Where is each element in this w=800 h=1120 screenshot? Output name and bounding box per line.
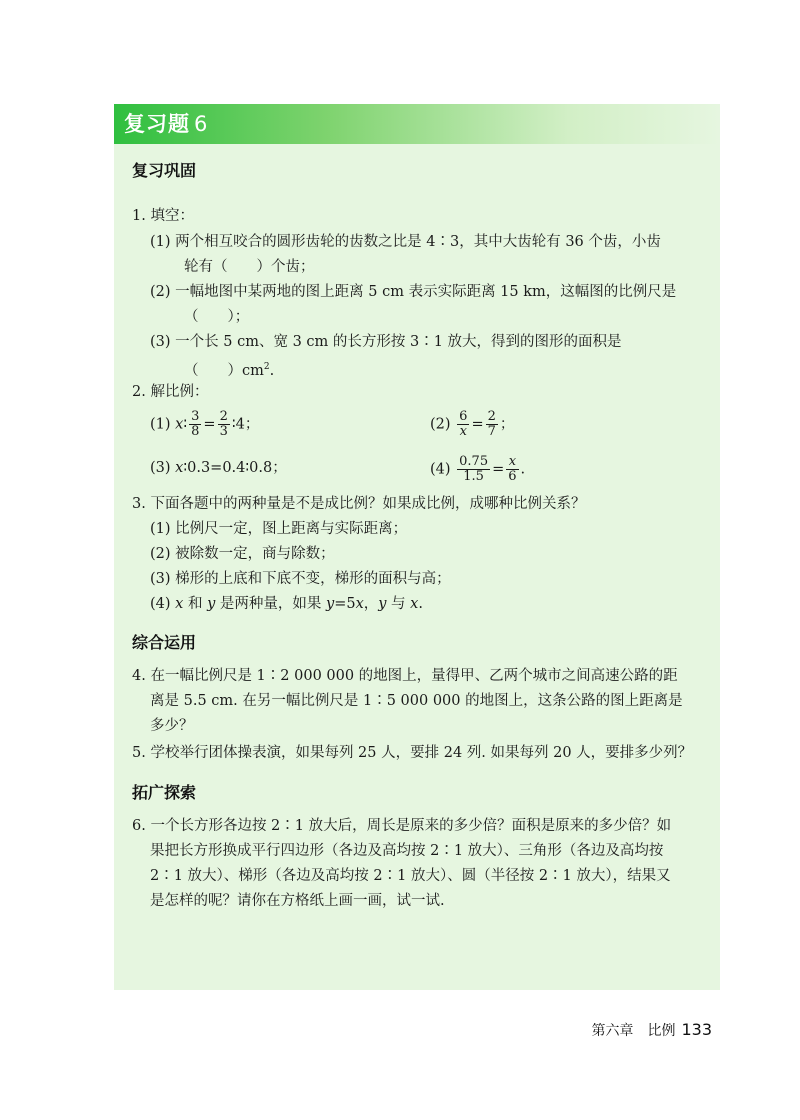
numerator: 3 — [191, 409, 200, 424]
variable-y: y — [207, 596, 216, 612]
proportion-3 — [150, 458, 287, 478]
question-6-line-3: 2∶1 放大）、梯形（各边及高均按 2∶1 放大）、圆（半径按 2∶1 放大），结果又 — [150, 868, 671, 884]
proportion-4-tail: . — [520, 461, 526, 478]
text-segment: ， — [363, 596, 379, 612]
variable-x: x — [175, 460, 184, 476]
question-3-part-4 — [150, 594, 423, 614]
question-3-part-1: (1) 比例尺一定，图上距离与实际距离； — [150, 521, 408, 537]
question-1-part-2-line-2: （ ）； — [184, 309, 250, 325]
equals-sign: = — [471, 416, 484, 433]
denominator: 6 — [508, 469, 517, 484]
text-segment: . — [418, 596, 423, 612]
equals-sign: = — [492, 461, 505, 478]
proportion-3-label: (3) — [150, 460, 171, 476]
variable-y: y — [325, 596, 335, 612]
ratio-sign: ∶ — [183, 416, 188, 433]
question-2-head: 2. 解比例： — [132, 384, 209, 400]
question-1-part-3-line-2 — [184, 357, 274, 381]
text-segment: (4) — [150, 596, 176, 612]
proportion-1 — [150, 410, 259, 439]
variable-x: x — [175, 416, 184, 433]
fraction — [457, 455, 490, 484]
proportion-1-tail: ∶4； — [231, 416, 260, 433]
text-segment: 与 — [386, 596, 411, 612]
question-1-head: 1. 填空： — [132, 208, 194, 224]
proportion-1-label: (1) — [150, 416, 171, 433]
question-4-line-1: 4. 在一幅比例尺是 1∶2 000 000 的地图上，量得甲、乙两个城市之间高速公路的距 — [132, 668, 678, 684]
fraction — [189, 410, 201, 439]
title-text: 复习题 — [124, 112, 190, 136]
page-title — [124, 108, 208, 140]
numerator: 2 — [219, 409, 228, 424]
period: . — [269, 362, 275, 379]
question-6-line-4: 是怎样的呢？请你在方格纸上画一画，试一试. — [150, 893, 445, 909]
question-6-line-2: 果把长方形换成平行四边形（各边及高均按 2∶1 放大）、三角形（各边及高均按 — [150, 843, 664, 859]
denominator: 3 — [219, 424, 228, 439]
proportion-4 — [430, 455, 525, 484]
question-1-part-2-line-1: (2) 一幅地图中某两地的图上距离 5 cm 表示实际距离 15 km，这幅图的比例尺是 — [150, 284, 677, 300]
numerator: 0.75 — [459, 454, 489, 469]
fraction — [457, 410, 469, 439]
denominator: x — [459, 424, 467, 439]
fraction — [506, 455, 518, 484]
question-1-part-1-line-2: 轮有（ ）个齿； — [184, 259, 315, 275]
variable-x: x — [410, 596, 419, 612]
unit-text: （ ）cm — [184, 362, 264, 379]
section-heading-review: 复习巩固 — [132, 161, 197, 180]
variable-y: y — [378, 596, 387, 612]
page-number: 133 — [681, 1020, 712, 1039]
text-segment: 和 — [183, 596, 208, 612]
question-3-part-2: (2) 被除数一定，商与除数； — [150, 546, 335, 562]
denominator: 1.5 — [463, 469, 484, 484]
section-heading-explore: 拓广探索 — [132, 783, 197, 802]
question-6-line-1: 6. 一个长方形各边按 2∶1 放大后，周长是原来的多少倍？面积是原来的多少倍？如 — [132, 818, 672, 834]
variable-x: x — [175, 596, 184, 612]
question-1-part-3-line-1: (3) 一个长 5 cm、宽 3 cm 的长方形按 3∶1 放大，得到的图形的面积是 — [150, 334, 622, 350]
title-number: 6 — [194, 112, 209, 136]
numerator: x — [506, 455, 518, 470]
proportion-3-tail: ∶0.3=0.4∶0.8； — [183, 460, 287, 476]
proportion-2-tail: ； — [499, 416, 515, 433]
section-heading-apply: 综合运用 — [132, 633, 197, 652]
numerator: 2 — [487, 409, 496, 424]
text-segment: =5 — [334, 596, 356, 612]
question-1-part-1-line-1: (1) 两个相互咬合的圆形齿轮的齿数之比是 4∶3，其中大齿轮有 36 个齿，小齿 — [150, 234, 661, 250]
question-3-part-3: (3) 梯形的上底和下底不变，梯形的面积与高； — [150, 571, 451, 587]
text-segment: 是两种量，如果 — [215, 596, 326, 612]
page-footer — [591, 1020, 712, 1040]
unit-exponent: 2 — [263, 362, 270, 372]
equals-sign: = — [203, 416, 216, 433]
question-3-head: 3. 下面各题中的两种量是不是成比例？如果成比例，成哪种比例关系？ — [132, 496, 586, 512]
chapter-label: 第六章 比例 — [591, 1023, 676, 1039]
denominator: 8 — [191, 424, 200, 439]
fraction — [218, 410, 230, 439]
question-4-line-2: 离是 5.5 cm. 在另一幅比例尺是 1∶5 000 000 的地图上，这条公路的图上距离是 — [150, 693, 683, 709]
denominator: 7 — [487, 424, 496, 439]
fraction — [486, 410, 498, 439]
variable-x: x — [355, 596, 364, 612]
question-5: 5. 学校举行团体操表演，如果每列 25 人，要排 24 列. 如果每列 20 人，要排多少列？ — [132, 745, 693, 761]
proportion-2 — [430, 410, 514, 439]
proportion-4-label: (4) — [430, 461, 451, 478]
proportion-2-label: (2) — [430, 416, 451, 433]
question-4-line-3: 多少？ — [150, 718, 194, 734]
numerator: 6 — [459, 409, 468, 424]
